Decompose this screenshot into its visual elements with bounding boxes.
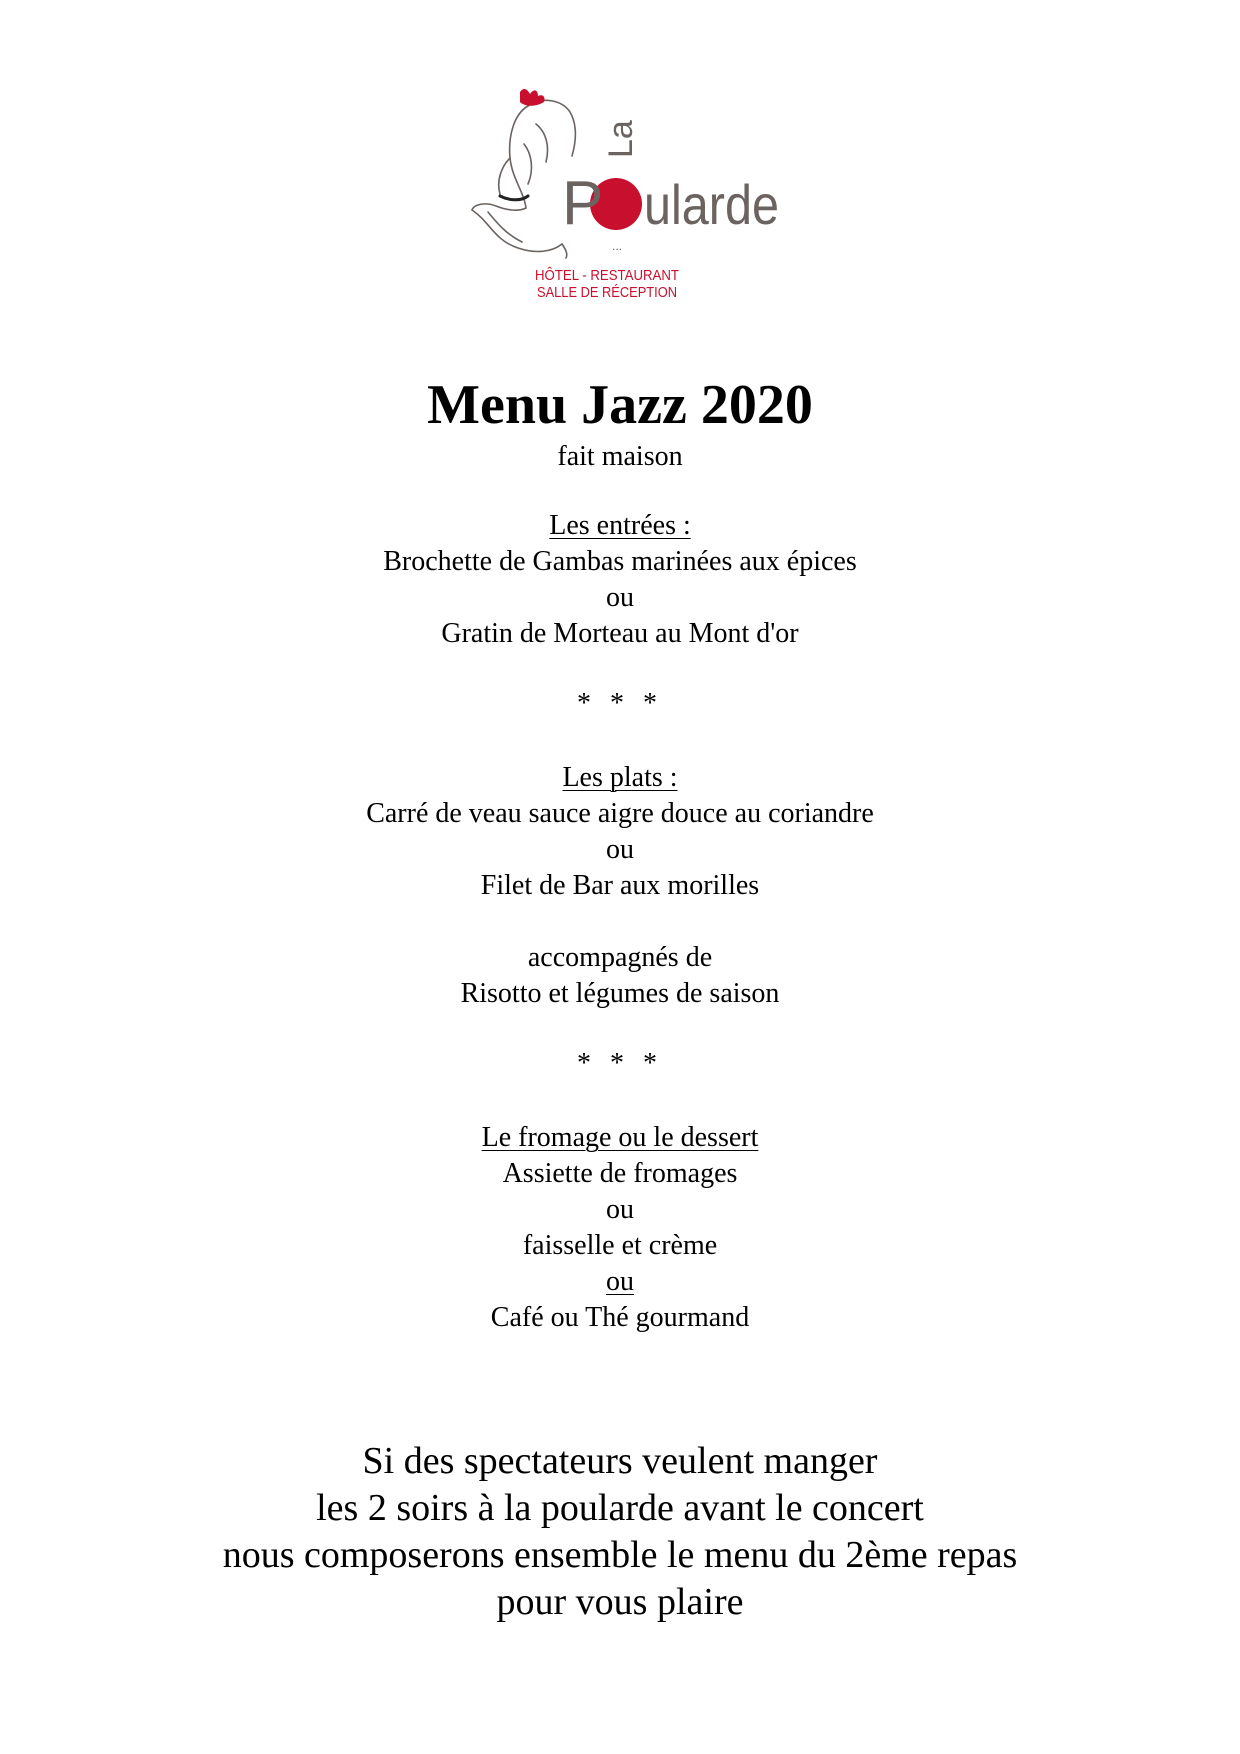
- section-separator: * * *: [577, 688, 663, 719]
- logo-letter-p: P: [562, 169, 604, 238]
- plat-side: Risotto et légumes de saison: [460, 978, 780, 1009]
- fromage-or-2: ou: [606, 1266, 634, 1297]
- plat-or: ou: [606, 834, 634, 865]
- closing-line-1: Si des spectateurs veulent manger: [362, 1440, 878, 1482]
- logo-dots: ...: [612, 239, 623, 253]
- plat-side-intro: accompagnés de: [527, 942, 713, 973]
- section-separator: * * *: [577, 1048, 663, 1079]
- la-poularde-logo: [466, 84, 782, 314]
- entrees-heading: Les entrées :: [549, 510, 691, 541]
- fromage-item-1: Assiette de fromages: [502, 1158, 738, 1189]
- hen-comb: [520, 89, 545, 106]
- menu-title: Menu Jazz 2020: [427, 374, 813, 436]
- entree-item-2: Gratin de Morteau au Mont d'or: [441, 618, 799, 649]
- hen-drawing: [472, 100, 576, 258]
- logo-tagline-salle: SALLE DE RÉCEPTION: [537, 285, 695, 301]
- hen-logo-icon: [466, 84, 782, 314]
- plat-item-2: Filet de Bar aux morilles: [480, 870, 760, 901]
- closing-line-3: nous composerons ensemble le menu du 2ème repas: [222, 1534, 1018, 1576]
- fromage-or-1: ou: [606, 1194, 634, 1225]
- menu-subtitle: fait maison: [557, 441, 683, 472]
- fromage-heading: Le fromage ou le dessert: [481, 1122, 759, 1153]
- fromage-item-2: faisselle et crème: [522, 1230, 718, 1261]
- fromage-item-3: Café ou Thé gourmand: [490, 1302, 750, 1333]
- closing-line-4: pour vous plaire: [496, 1581, 744, 1623]
- logo-word-la: La: [602, 120, 640, 158]
- plats-heading: Les plats :: [562, 762, 678, 793]
- plat-item-1: Carré de veau sauce aigre douce au coriandre: [366, 798, 874, 829]
- logo-tagline-hotel: HÔTEL - RESTAURANT: [535, 268, 693, 284]
- entree-item-1: Brochette de Gambas marinées aux épices: [383, 546, 857, 577]
- logo-word-ularde: ularde: [644, 173, 779, 236]
- closing-line-2: les 2 soirs à la poularde avant le concert: [316, 1487, 924, 1529]
- entree-or: ou: [606, 582, 634, 613]
